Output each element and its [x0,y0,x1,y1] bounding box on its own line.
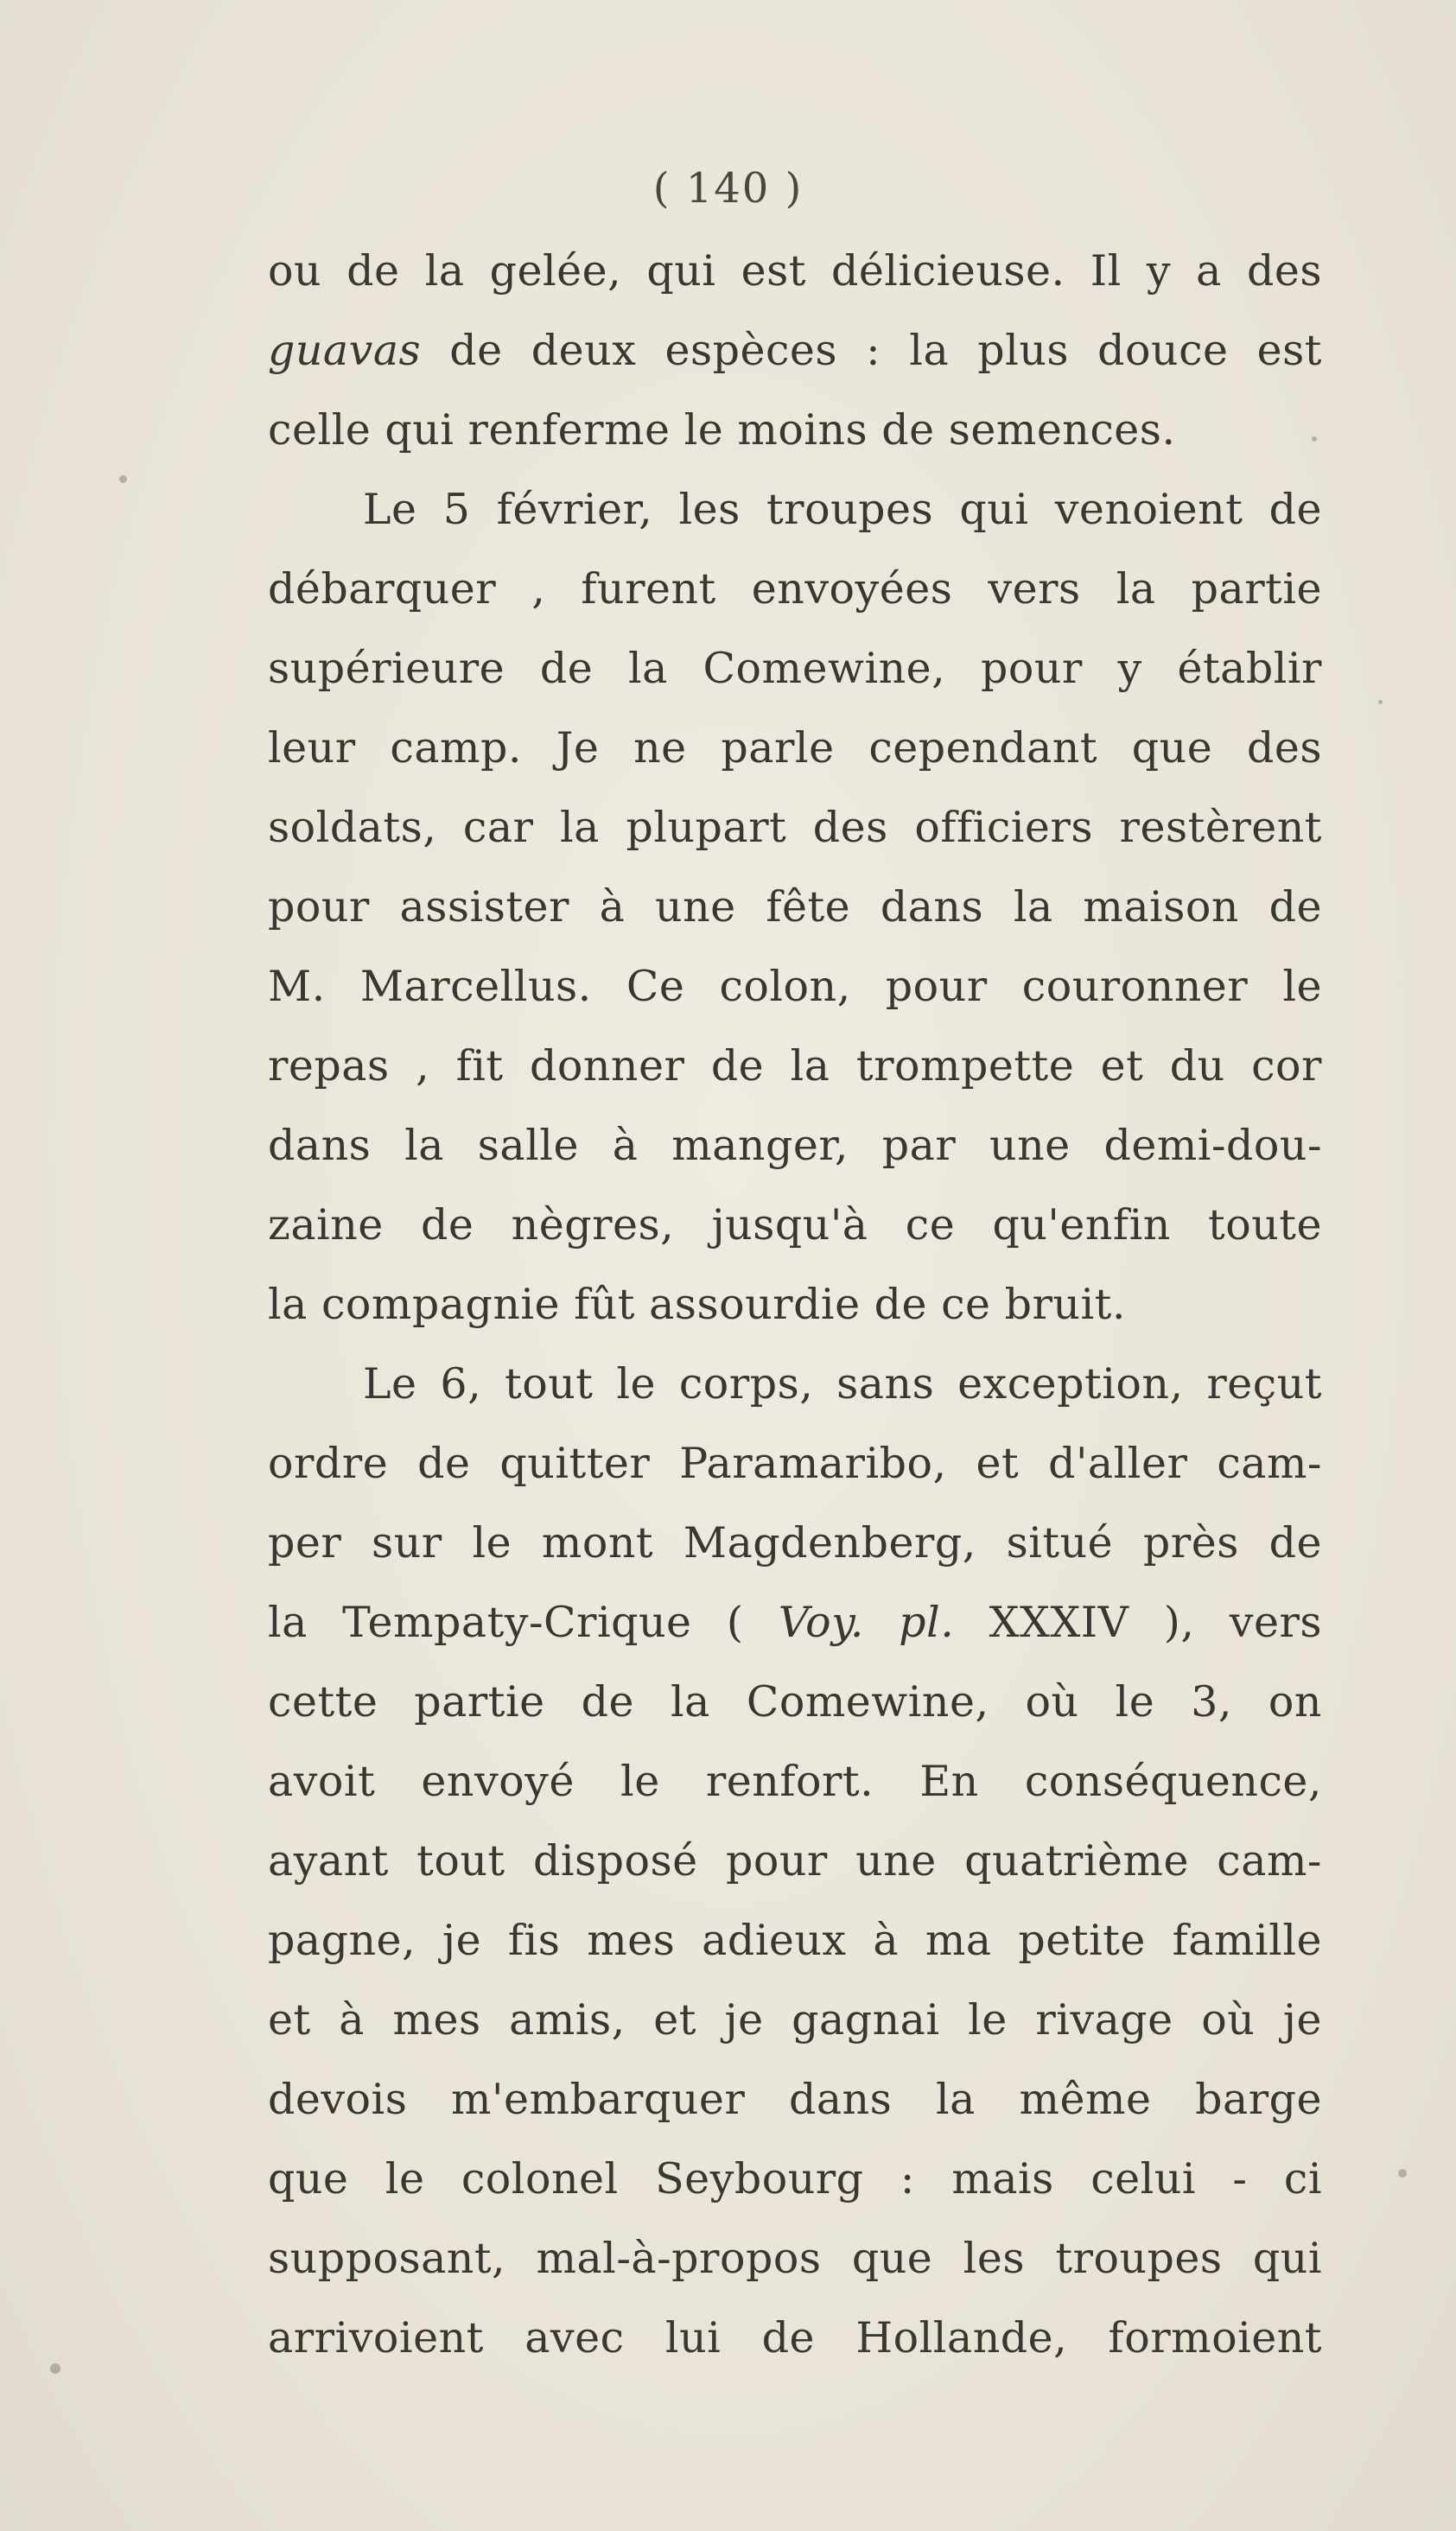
text-line-18 [268,1583,1322,1663]
text-line-16: ordre de quitter Paramaribo, et d'aller cam- [268,1439,1322,1488]
text-line-7: leur camp. Je ne parle cependant que des [268,723,1322,773]
text-line-15: Le 6, tout le corps, sans exception, reçut [363,1359,1322,1409]
text-line-17: per sur le mont Magdenberg, situé près de [268,1518,1322,1568]
text-line-9: pour assister à une fête dans la maison de [268,882,1322,932]
text-line-11: repas , fit donner de la trompette et du cor [268,1041,1322,1091]
text-line-27: arrivoient avec lui de Hollande, formoient [268,2313,1322,2362]
text-line-4: Le 5 février, les troupes qui venoient de [363,485,1322,534]
paper-speck [119,475,127,483]
text-line-1: ou de la gelée, qui est délicieuse. Il y a des [268,246,1322,296]
text-line-12: dans la salle à manger, par une demi-dou- [268,1121,1322,1170]
text-line-19: cette partie de la Comewine, où le 3, on [268,1677,1322,1727]
text-line-2-rest: de deux espèces : la plus douce est [421,326,1322,375]
text-line-24: devois m'embarquer dans la même barge [268,2075,1322,2124]
paper-speck [1398,2169,1407,2178]
page-number: ( 140 ) [652,164,804,213]
text-line-22: pagne, je fis mes adieux à ma petite famille [268,1916,1322,1965]
body-text [268,232,1322,2378]
paper-speck [1312,436,1317,442]
text-line-23: et à mes amis, et je gagnai le rivage où je [268,1995,1322,2045]
text-line-18-start: la Tempaty-Crique ( [268,1598,779,1647]
italic-ref-voy-pl: Voy. pl. [778,1598,955,1647]
text-line-5: débarquer , furent envoyées vers la partie [268,564,1322,614]
italic-word-guavas: guavas [268,326,422,375]
text-line-3: celle qui renferme le moins de semences. [268,405,1176,455]
paper-speck [1378,700,1383,704]
text-line-2 [268,311,1322,391]
text-line-25: que le colonel Seybourg : mais celui - ci [268,2154,1322,2203]
text-line-13: zaine de nègres, jusqu'à ce qu'enfin toute [268,1200,1322,1250]
paper-speck [50,2363,60,2374]
text-line-8: soldats, car la plupart des officiers restèrent [268,803,1322,852]
text-line-20: avoit envoyé le renfort. En conséquence, [268,1757,1322,1806]
text-line-14: la compagnie fût assourdie de ce bruit. [268,1280,1126,1329]
text-line-18-end: XXXIV ), vers [954,1598,1323,1647]
text-line-26: supposant, mal-à-propos que les troupes qui [268,2234,1322,2283]
text-line-21: ayant tout disposé pour une quatrième cam- [268,1836,1322,1886]
text-line-10: M. Marcellus. Ce colon, pour couronner le [268,962,1322,1011]
text-line-6: supérieure de la Comewine, pour y établir [268,644,1322,693]
